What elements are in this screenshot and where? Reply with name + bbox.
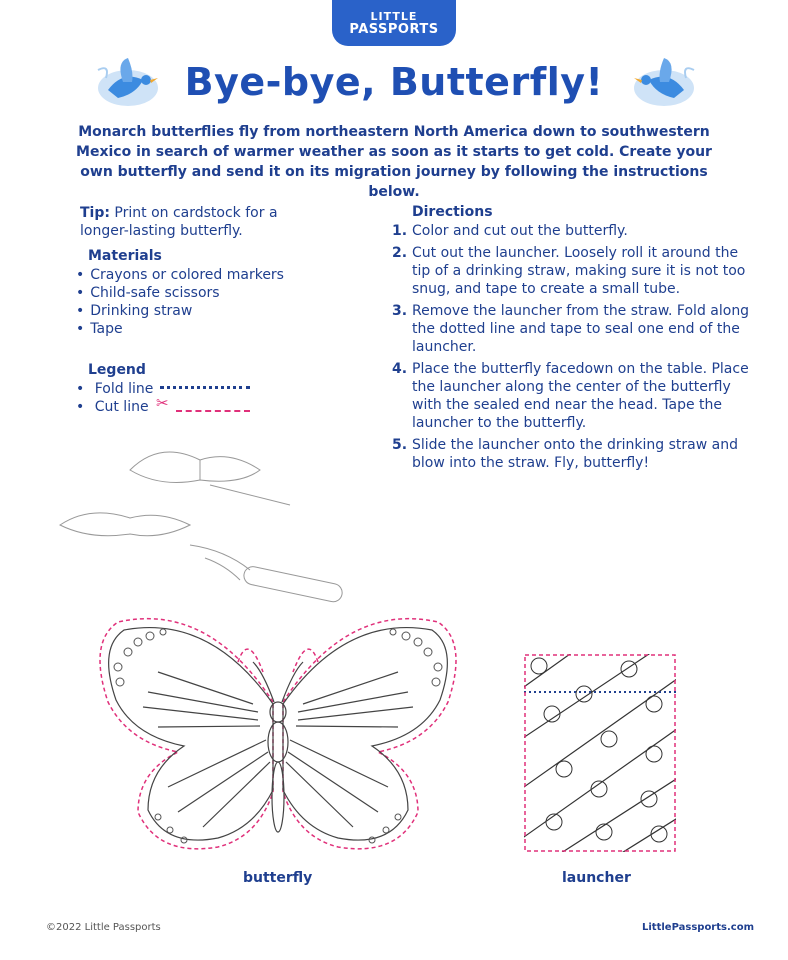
- tip: [80, 204, 320, 240]
- step-number: 2.: [392, 245, 408, 261]
- legend-heading: Legend: [88, 362, 146, 378]
- launcher-label: launcher: [562, 870, 631, 886]
- direction-step: [392, 222, 752, 240]
- butterfly-label: butterfly: [243, 870, 313, 886]
- step-text: Slide the launcher onto the drinking straw and blow into the straw. Fly, butterfly!: [412, 437, 738, 471]
- list-item: • Child-safe scissors: [76, 284, 284, 302]
- step-text: Cut out the launcher. Loosely roll it around the tip of a drinking straw, making sure it is not too snug, and tape to create a small tube.: [412, 245, 746, 297]
- butterfly-cutout: [88, 612, 468, 862]
- page-title: Bye-bye, Butterfly!: [184, 60, 604, 104]
- little-passports-logo: [332, 0, 456, 46]
- list-item: • Drinking straw: [76, 302, 284, 320]
- materials-heading: Materials: [88, 248, 162, 264]
- list-item: • Tape: [76, 320, 284, 338]
- step-text: Color and cut out the butterfly.: [412, 223, 628, 239]
- cut-line-sample: [176, 410, 250, 412]
- step-number: 1.: [392, 223, 408, 239]
- scissors-icon: ✂: [156, 394, 169, 412]
- direction-step: [392, 360, 752, 432]
- legend-fold: [76, 380, 153, 398]
- step-number: 3.: [392, 303, 408, 319]
- intro-paragraph: Monarch butterflies fly from northeastern North America down to southwestern Mexico in search of warmer weather as soon as it starts to get cold. Create your own butterfly and send it on its migration journey by following the instructions below.: [76, 124, 712, 200]
- directions-list: [392, 222, 752, 476]
- direction-step: [392, 244, 752, 298]
- materials-list: [76, 266, 284, 338]
- step-number: 4.: [392, 361, 408, 377]
- direction-step: [392, 436, 752, 472]
- step-number: 5.: [392, 437, 408, 453]
- fold-line-sample: [160, 386, 250, 392]
- copyright: ©2022 Little Passports: [46, 922, 161, 933]
- launch-illustration: [50, 430, 350, 610]
- direction-step: [392, 302, 752, 356]
- tip-label: Tip:: [80, 205, 110, 221]
- tip-text: Print on cardstock for a longer-lasting butterfly.: [80, 205, 278, 239]
- step-text: Place the butterfly facedown on the table. Place the launcher along the center of the butterfly with the sealed end near the head. Tape the launcher to the butterfly.: [412, 361, 749, 431]
- list-item: • Crayons or colored markers: [76, 266, 284, 284]
- website-link[interactable]: LittlePassports.com: [642, 922, 754, 933]
- step-text: Remove the launcher from the straw. Fold along the dotted line and tape to seal one end of the launcher.: [412, 303, 750, 355]
- legend-cut-label: Cut line: [94, 399, 149, 415]
- legend-list: [76, 380, 169, 416]
- logo-line2: PASSPORTS: [349, 21, 439, 37]
- directions-heading: Directions: [412, 204, 493, 220]
- launcher-cutout: [524, 654, 676, 852]
- logo-line1: LITTLE: [370, 9, 418, 23]
- legend-cut: [76, 394, 169, 416]
- legend-fold-label: Fold line: [94, 381, 154, 397]
